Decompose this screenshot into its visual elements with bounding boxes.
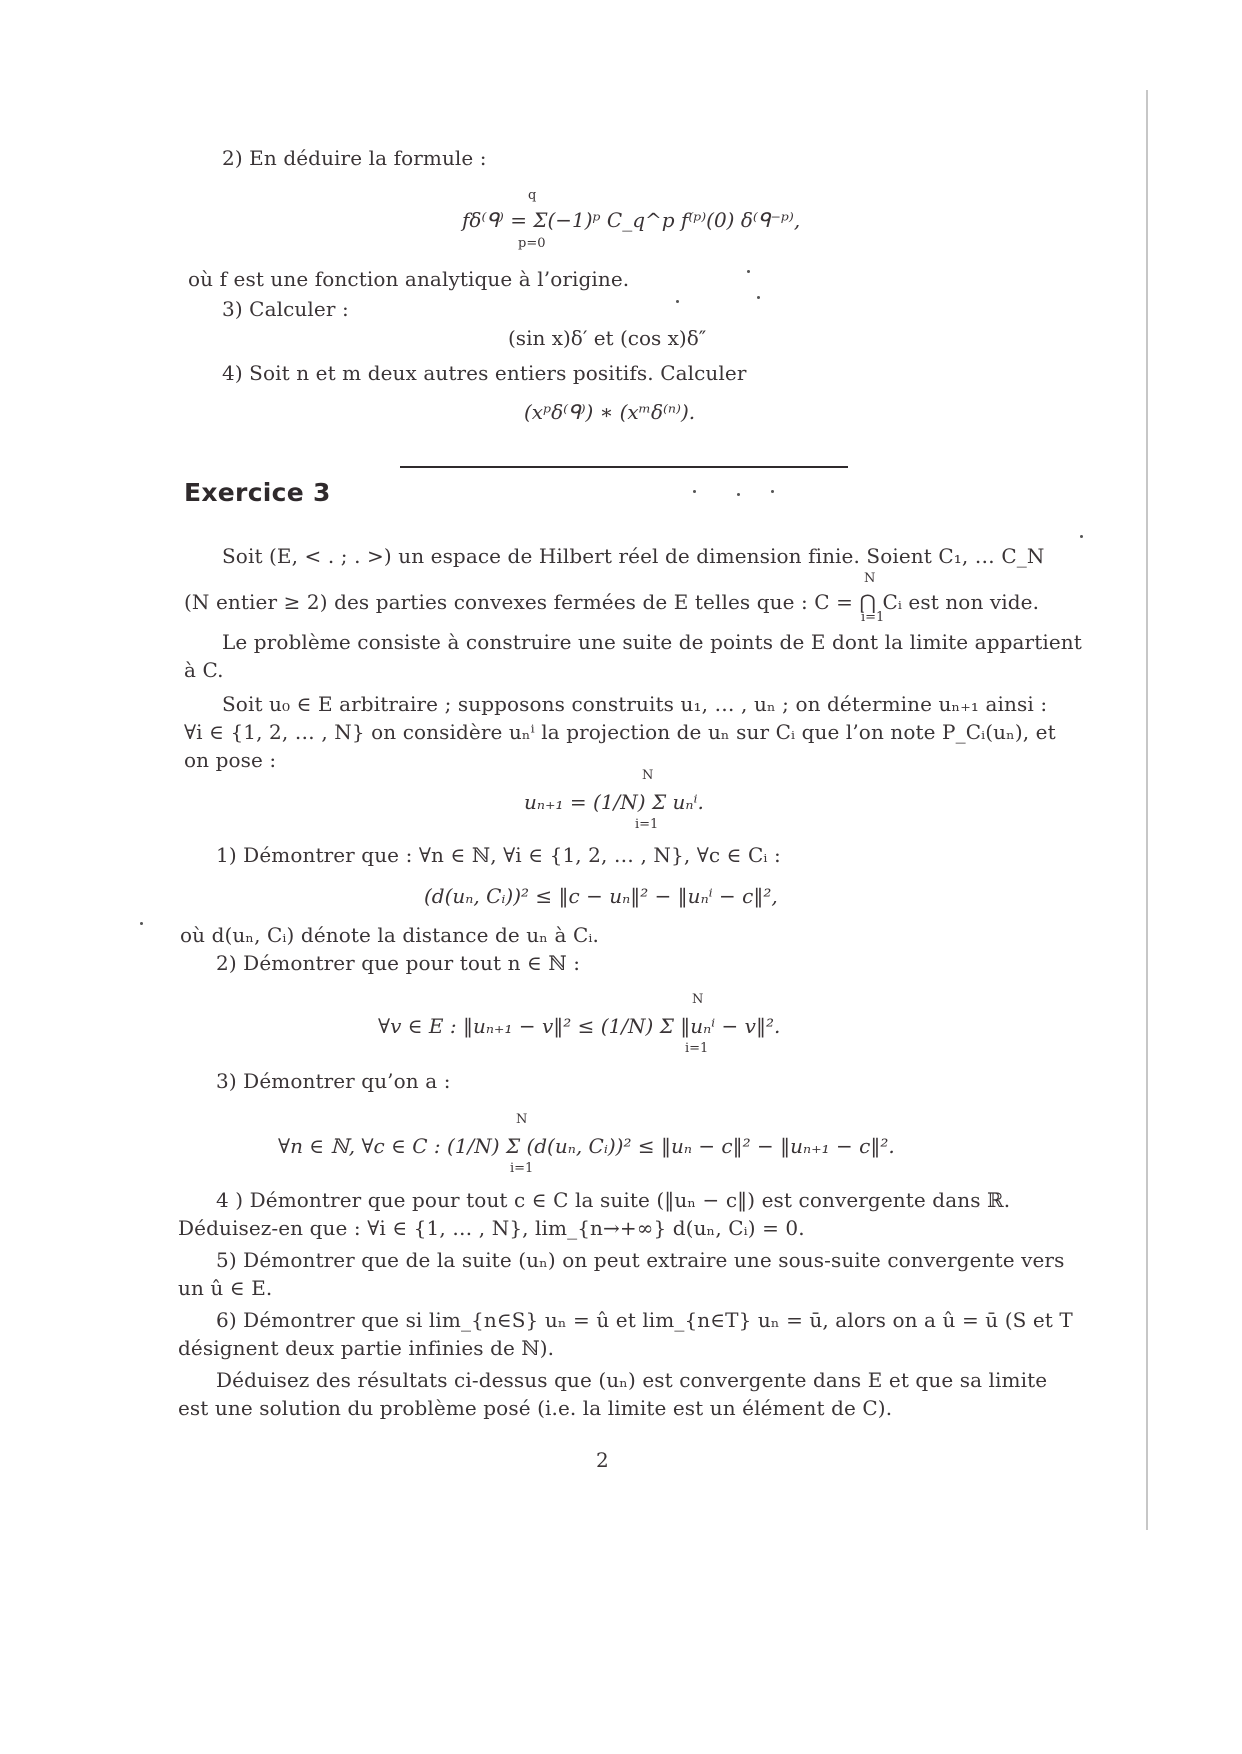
scan-speck bbox=[140, 922, 143, 925]
energy-inequality: ∀n ∈ ℕ, ∀c ∈ C : (1/N) Σ (d(uₙ, Cᵢ))² ≤ ‖uₙ − c‖² − ‖uₙ₊₁ − c‖². bbox=[278, 1134, 895, 1158]
distance-inequality: (d(uₙ, Cᵢ))² ≤ ‖c − uₙ‖² − ‖uₙⁱ − c‖², bbox=[424, 884, 778, 908]
question-3-intro: 3) Calculer : bbox=[222, 297, 349, 321]
page-number: 2 bbox=[596, 1448, 609, 1472]
question-4-line-2: Déduisez-en que : ∀i ∈ {1, … , N}, lim_{n→+∞} d(uₙ, Cᵢ) = 0. bbox=[178, 1216, 805, 1240]
question-1-intro: 1) Démontrer que : ∀n ∈ ℕ, ∀i ∈ {1, 2, … , N}, ∀c ∈ Cᵢ : bbox=[216, 843, 781, 867]
question-3-intro-ex3: 3) Démontrer qu’on a : bbox=[216, 1069, 451, 1093]
question-4-line-1: 4 ) Démontrer que pour tout c ∈ C la suite (‖uₙ − c‖) est convergente dans ℝ. bbox=[216, 1188, 1011, 1212]
trig-formula: (sin x)δ′ et (cos x)δ″ bbox=[508, 326, 707, 350]
scan-speck bbox=[771, 490, 774, 493]
intersection-upper: N bbox=[864, 571, 876, 586]
distance-note: où d(uₙ, Cᵢ) dénote la distance de uₙ à Cᵢ. bbox=[180, 923, 599, 947]
function-note: où f est une fonction analytique à l’origine. bbox=[188, 267, 630, 291]
sum-lower-limit: p=0 bbox=[518, 236, 546, 251]
paragraph-2-line-2: à C. bbox=[184, 658, 224, 682]
sum-upper-limit: q bbox=[528, 188, 537, 203]
paragraph-2-line-1: Le problème consiste à construire une suite de points de E dont la limite appartient bbox=[222, 630, 1082, 654]
scan-speck bbox=[737, 493, 740, 496]
exercise-title: Exercice 3 bbox=[184, 478, 331, 507]
sequence-definition: uₙ₊₁ = (1/N) Σ uₙⁱ. bbox=[524, 790, 704, 814]
question-6-line-1: 6) Démontrer que si lim_{n∈S} uₙ = û et lim_{n∈T} uₙ = ū, alors on a û = ū (S et T bbox=[216, 1308, 1073, 1332]
scan-speck bbox=[1080, 535, 1083, 538]
question-2-intro-ex3: 2) Démontrer que pour tout n ∈ ℕ : bbox=[216, 951, 581, 975]
norm-sum-lower: i=1 bbox=[685, 1041, 709, 1056]
scan-speck bbox=[757, 296, 760, 299]
question-6-line-2: désignent deux partie infinies de ℕ). bbox=[178, 1336, 555, 1360]
paragraph-1-line-1: Soit (E, < . ; . >) un espace de Hilbert réel de dimension finie. Soient C₁, … C_N bbox=[222, 544, 1045, 568]
scan-edge-line bbox=[1146, 90, 1148, 1530]
analytic-formula: fδ⁽ᑫ⁾ = Σ(−1)ᵖ C_q^p f⁽ᵖ⁾(0) δ⁽ᑫ⁻ᵖ⁾, bbox=[462, 208, 801, 232]
question-4-intro: 4) Soit n et m deux autres entiers positifs. Calculer bbox=[222, 361, 747, 385]
conclusion-line-2: est une solution du problème posé (i.e. la limite est un élément de C). bbox=[178, 1396, 893, 1420]
intersection-lower: i=1 bbox=[861, 610, 885, 625]
question-2-intro: 2) En déduire la formule : bbox=[222, 146, 487, 170]
paragraph-3-line-3: on pose : bbox=[184, 748, 277, 772]
definition-sum-lower: i=1 bbox=[635, 817, 659, 832]
scan-speck bbox=[676, 300, 679, 303]
energy-sum-upper: N bbox=[516, 1112, 528, 1127]
paragraph-1-line-2: (N entier ≥ 2) des parties convexes fermées de E telles que : C = ⋂ Cᵢ est non vide. bbox=[184, 590, 1040, 614]
question-5-line-1: 5) Démontrer que de la suite (uₙ) on peut extraire une sous-suite convergente vers bbox=[216, 1248, 1065, 1272]
definition-sum-upper: N bbox=[642, 768, 654, 783]
norm-inequality: ∀v ∈ E : ‖uₙ₊₁ − v‖² ≤ (1/N) Σ ‖uₙⁱ − v‖². bbox=[378, 1014, 781, 1038]
norm-sum-upper: N bbox=[692, 992, 704, 1007]
conclusion-line-1: Déduisez des résultats ci-dessus que (uₙ) est convergente dans E et que sa limite bbox=[216, 1368, 1048, 1392]
question-5-line-2: un û ∈ E. bbox=[178, 1276, 273, 1300]
paragraph-3-line-1: Soit u₀ ∈ E arbitraire ; supposons construits u₁, … , uₙ ; on détermine uₙ₊₁ ainsi : bbox=[222, 692, 1048, 716]
scan-speck bbox=[747, 270, 750, 273]
section-divider bbox=[400, 466, 848, 468]
energy-sum-lower: i=1 bbox=[510, 1161, 534, 1176]
scan-speck bbox=[693, 490, 696, 493]
convolution-formula: (xᵖδ⁽ᑫ⁾) ∗ (xᵐδ⁽ⁿ⁾). bbox=[524, 400, 696, 424]
paragraph-3-line-2: ∀i ∈ {1, 2, … , N} on considère uₙⁱ la projection de uₙ sur Cᵢ que l’on note P_Cᵢ(uₙ), et bbox=[184, 720, 1056, 744]
